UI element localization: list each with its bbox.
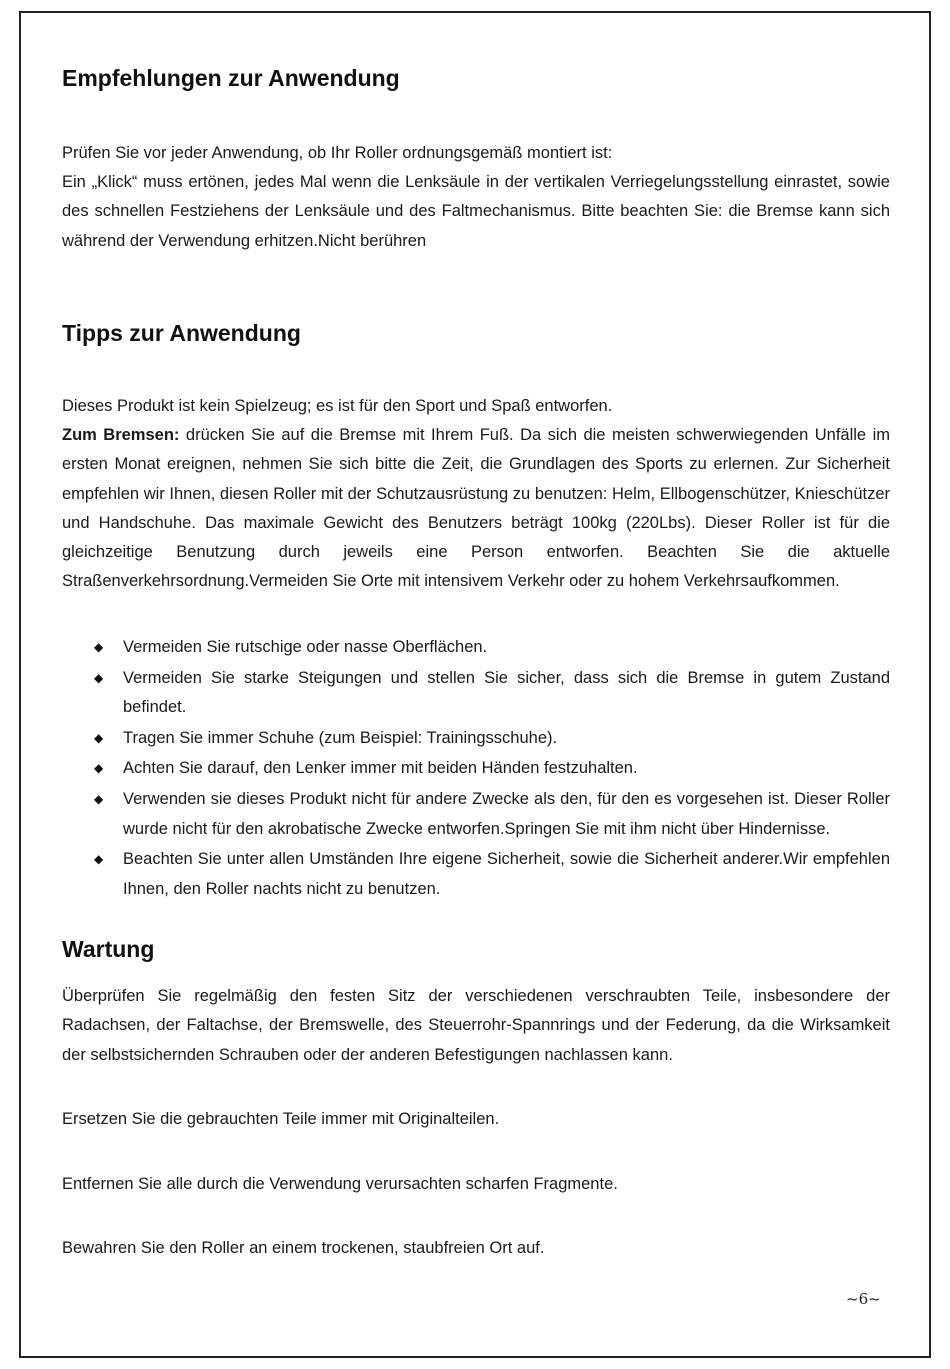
bullet-text: Vermeiden Sie rutschige oder nasse Oberflächen.	[123, 638, 488, 656]
bullet-item	[62, 724, 890, 754]
bullet-item	[62, 633, 890, 663]
bullet-item	[62, 785, 890, 844]
recommendations-body: Ein „Klick“ muss ertönen, jedes Mal wenn die Lenksäule in der vertikalen Verriegelungsstellung einrastet, sowie des schnellen Festziehens der Lenksäule und des Faltmechanismus. Bitte beachten Sie: die Bremse kann sich während der Verwendung erhitzen.Nicht berühren	[62, 173, 890, 250]
diamond-bullet-icon: ◆	[94, 791, 104, 806]
maintenance-paragraph-2: Ersetzen Sie die gebrauchten Teile immer mit Originalteilen.	[62, 1110, 500, 1128]
diamond-bullet-icon: ◆	[94, 730, 104, 745]
section-title-tips: Tipps zur Anwendung	[62, 320, 301, 346]
bullet-text: Vermeiden Sie starke Steigungen und stellen Sie sicher, dass sich die Bremse in gutem Zustand befindet.	[123, 668, 890, 717]
bullet-item	[62, 754, 890, 784]
tips-intro: Dieses Produkt ist kein Spielzeug; es ist für den Sport und Spaß entworfen.	[62, 397, 613, 415]
tips-brake-paragraph	[62, 421, 890, 597]
maintenance-paragraph-3: Entfernen Sie alle durch die Verwendung verursachten scharfen Fragmente.	[62, 1175, 618, 1193]
brake-text: drücken Sie auf die Bremse mit Ihrem Fuß. Da sich die meisten schwerwiegenden Unfälle im ersten Monat ereignen, nehmen Sie sich bitte die Zeit, die Grundlagen des Sports zu erlernen. Zur Sicherheit empfehlen wir Ihnen, diesen Roller mit der Schutzausrüstung zu benutzen: Helm, Ellbogenschützer, Knieschützer und Handschuhe. Das maximale Gewicht des Benutzers beträgt 100kg (220Lbs). Dieser Roller ist für die gleichzeitige Benutzung durch jeweils eine Person entworfen. Beachten Sie die aktuelle Straßenverkehrsordnung.Vermeiden Sie Orte mit intensivem Verkehr oder zu hohem Verkehrsaufkommen.	[62, 426, 890, 591]
maintenance-paragraph-1: Überprüfen Sie regelmäßig den festen Sitz der verschiedenen verschraubten Teile, insbesondere der Radachsen, der Faltachse, der Bremswelle, des Steuerrohr-Spannrings und der Federung, da die Wirksamkeit der selbstsichernden Schrauben oder der anderen Befestigungen nachlassen kann.	[62, 987, 890, 1064]
bullet-text: Tragen Sie immer Schuhe (zum Beispiel: Trainingsschuhe).	[123, 728, 558, 747]
bullet-text: Achten Sie darauf, den Lenker immer mit beiden Händen festzuhalten.	[123, 759, 638, 778]
diamond-bullet-icon: ◆	[94, 761, 104, 776]
recommendations-intro: Prüfen Sie vor jeder Anwendung, ob Ihr Roller ordnungsgemäß montiert ist:	[62, 144, 613, 162]
section-title-recommendations: Empfehlungen zur Anwendung	[62, 65, 400, 91]
diamond-bullet-icon: ◆	[94, 670, 104, 685]
bullet-item	[62, 664, 890, 723]
tips-bullet-list	[62, 633, 890, 905]
section-title-maintenance: Wartung	[62, 936, 155, 962]
bullet-item	[62, 845, 890, 904]
bullet-text: Beachten Sie unter allen Umständen Ihre eigene Sicherheit, sowie die Sicherheit anderer.Wir empfehlen Ihnen, den Roller nachts nicht zu benutzen.	[123, 850, 890, 898]
maintenance-paragraph-4: Bewahren Sie den Roller an einem trockenen, staubfreien Ort auf.	[62, 1239, 545, 1257]
brake-label: Zum Bremsen:	[62, 426, 180, 444]
diamond-bullet-icon: ◆	[94, 640, 104, 654]
page-number: ~6~	[846, 1290, 881, 1308]
bullet-text: Verwenden sie dieses Produkt nicht für andere Zwecke als den, für den es vorgesehen ist. Dieser Roller wurde nicht für den akrobatische Zwecke entworfen.Springen Sie mit ihm nicht über Hindernisse.	[123, 789, 890, 838]
diamond-bullet-icon: ◆	[94, 852, 104, 867]
